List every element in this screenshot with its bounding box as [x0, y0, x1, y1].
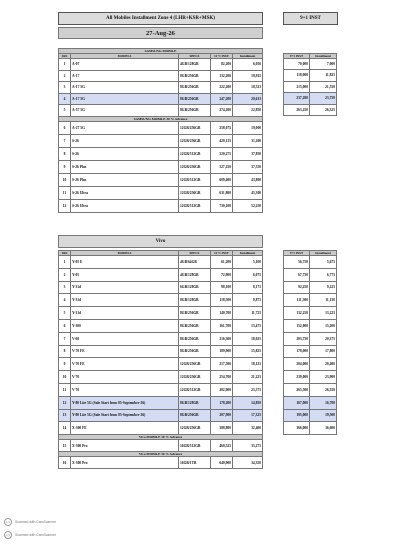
- column-header-installment: Installment: [233, 54, 263, 59]
- row-number: 6: [59, 121, 71, 134]
- table-row: [284, 93, 337, 105]
- installment-amount: 23,575: [233, 383, 263, 396]
- table-row: [284, 268, 337, 281]
- model-spec: 8GB/256GB: [179, 82, 211, 94]
- table-row: [284, 345, 337, 358]
- vivo-section-banner: [58, 235, 263, 248]
- installment-amount: 31,200: [233, 134, 263, 147]
- model-name: A-07: [71, 59, 179, 71]
- model-spec: 8GB/256GB: [179, 332, 211, 345]
- total-price: 247,200: [211, 93, 233, 105]
- alt-installment: 16,700: [310, 396, 337, 409]
- section-label: SAMSUNG MOBILE 30 % Advance: [59, 116, 263, 121]
- installment-amount: 43,800: [233, 173, 263, 186]
- installment-amount: 9,875: [233, 294, 263, 307]
- column-header-alt-installment: Installment: [310, 251, 337, 256]
- model-spec: 16GB/512GB: [179, 440, 211, 452]
- alt-price: 56,750: [284, 256, 310, 269]
- installment-amount: 14,850: [233, 396, 263, 409]
- alt-installment: 11,150: [310, 294, 337, 307]
- total-price: 132,200: [211, 70, 233, 82]
- model-spec: 8GB/256GB: [179, 409, 211, 422]
- installment-amount: 10,925: [233, 70, 263, 82]
- column-header-alt-installment: Installment: [310, 53, 337, 58]
- model-spec: 12GB/512GB: [179, 173, 211, 186]
- total-price: 118,500: [211, 294, 233, 307]
- table-row: [59, 160, 263, 173]
- model-name: V-70: [71, 383, 179, 396]
- model-spec: 12GB/512GB: [179, 383, 211, 396]
- row-number: 2: [59, 268, 71, 281]
- watermark-text: Scanned with CamScanner: [15, 520, 57, 524]
- model-name: Y-80 Lite 5G (Sale Start from 05-September-26): [71, 396, 179, 409]
- date-banner: [58, 27, 263, 39]
- installment-amount: 52,250: [233, 199, 263, 212]
- row-number: 9: [59, 160, 71, 173]
- installment-amount: 45,300: [233, 186, 263, 199]
- row-number: 16: [59, 457, 71, 469]
- total-price: 161,700: [211, 319, 233, 332]
- alt-price: 203,750: [284, 332, 310, 345]
- model-spec: 16GB/1TB: [179, 457, 211, 469]
- table-row: [59, 440, 263, 452]
- column-header-alt-price: 9+1 INST: [284, 251, 310, 256]
- model-name: S-26 Ultra: [71, 186, 179, 199]
- model-name: Y-300: [71, 319, 179, 332]
- sheet-title-text: All Mobiles Installment Zone 4 (LHR+KSR+MSK): [106, 16, 215, 21]
- date-text: 27-Aug-26: [146, 29, 175, 37]
- model-spec: 12GB/256GB: [179, 160, 211, 173]
- model-spec: 8GB/128GB: [179, 294, 211, 307]
- table-row: [59, 105, 263, 117]
- total-price: 189,900: [211, 345, 233, 358]
- total-price: 72,900: [211, 268, 233, 281]
- table-row: [284, 319, 337, 332]
- total-price: 217,500: [211, 358, 233, 371]
- total-price: 460,525: [211, 440, 233, 452]
- installment-amount: 22,850: [233, 105, 263, 117]
- table-row: [59, 294, 263, 307]
- total-price: 730,100: [211, 199, 233, 212]
- row-number: 5: [59, 105, 71, 117]
- camscanner-watermark: [4, 531, 56, 539]
- right-title-text: 9+1 INST: [300, 16, 321, 21]
- alt-price: 237,200: [284, 93, 310, 105]
- alt-installment: 5,675: [310, 256, 337, 269]
- alt-installment: 26,325: [310, 104, 337, 116]
- alt-installment: 13,225: [310, 307, 337, 320]
- installment-amount: 13,475: [233, 319, 263, 332]
- model-name: X-300 Pro: [71, 457, 179, 469]
- total-price: 140,700: [211, 307, 233, 320]
- sheet-title: [58, 12, 263, 25]
- model-name: Y-80 Lite 5G (Sale Start from 05-September-26): [71, 409, 179, 422]
- table-row: [284, 332, 337, 345]
- model-spec: 12GB/512GB: [179, 147, 211, 160]
- alt-price: 152,000: [284, 319, 310, 332]
- alt-price: 167,000: [284, 396, 310, 409]
- installment-amount: 5,100: [233, 256, 263, 269]
- installment-amount: 33,275: [233, 440, 263, 452]
- alt-price: 265,500: [284, 383, 310, 396]
- row-number: 1: [59, 256, 71, 269]
- samsung-table: [58, 48, 263, 213]
- section-label: Vivo MOBILE 30 % Advance: [59, 435, 263, 440]
- table-row: [59, 199, 263, 212]
- alt-price: 67,750: [284, 268, 310, 281]
- installment-amount: 34,350: [233, 457, 263, 469]
- row-number: 1: [59, 59, 71, 71]
- alt-price: 213,000: [284, 81, 310, 93]
- table-row: [59, 358, 263, 371]
- table-row: [59, 422, 263, 435]
- row-number: 6: [59, 319, 71, 332]
- alt-installment: 36,600: [310, 422, 337, 435]
- column-header-sno: SRS: [59, 54, 71, 59]
- camscanner-watermark: [4, 518, 56, 526]
- model-name: Y-31d: [71, 281, 179, 294]
- table-row: [59, 409, 263, 422]
- model-name: A-17: [71, 70, 179, 82]
- installment-amount: 19,000: [233, 121, 263, 134]
- table-row: [284, 104, 337, 116]
- alt-installment: 17,800: [310, 345, 337, 358]
- total-price: 178,200: [211, 396, 233, 409]
- model-name: S-26 Plus: [71, 160, 179, 173]
- table-row: [284, 358, 337, 371]
- alt-installment: 23,750: [310, 93, 337, 105]
- model-name: A-17 5G: [71, 93, 179, 105]
- vivo-right-table: [283, 250, 337, 435]
- alt-installment: 20,400: [310, 358, 337, 371]
- model-spec: 8GB/256GB: [179, 345, 211, 358]
- model-spec: 8GB/128GB: [179, 396, 211, 409]
- table-row: [284, 396, 337, 409]
- row-number: 4: [59, 294, 71, 307]
- installment-amount: 11,725: [233, 307, 263, 320]
- row-number: 7: [59, 134, 71, 147]
- section-label: Vivo MOBILE 30 % Advance: [59, 452, 263, 457]
- installment-amount: 6,056: [233, 59, 263, 71]
- total-price: 98,100: [211, 281, 233, 294]
- installment-amount: 18,025: [233, 332, 263, 345]
- row-number: 3: [59, 281, 71, 294]
- installment-amount: 18,523: [233, 82, 263, 94]
- total-price: 82,200: [211, 59, 233, 71]
- total-price: 254,700: [211, 371, 233, 384]
- total-price: 61,200: [211, 256, 233, 269]
- table-row: [59, 383, 263, 396]
- alt-price: 70,000: [284, 58, 310, 70]
- alt-installment: 21,550: [310, 81, 337, 93]
- row-number: 5: [59, 307, 71, 320]
- model-name: Y-31d: [71, 307, 179, 320]
- column-header-specs: SPECS: [179, 251, 211, 256]
- total-price: 222,200: [211, 82, 233, 94]
- total-price: 216,300: [211, 332, 233, 345]
- model-spec: 8GB/256GB: [179, 105, 211, 117]
- total-price: 609,400: [211, 173, 233, 186]
- model-spec: 12GB/256GB: [179, 121, 211, 134]
- model-spec: 12GB/256GB: [179, 358, 211, 371]
- table-row: [59, 345, 263, 358]
- table-row: [59, 121, 263, 134]
- column-header-models: MODELS: [71, 251, 179, 256]
- row-number: 11: [59, 186, 71, 199]
- table-row: [59, 186, 263, 199]
- model-name: V-60: [71, 332, 179, 345]
- section-label: SAMSUNG MOBILE: [59, 49, 263, 54]
- model-name: S-26 Plus: [71, 173, 179, 186]
- table-row: [284, 422, 337, 435]
- model-name: A-17 5G: [71, 82, 179, 94]
- model-spec: 8GB/256GB: [179, 319, 211, 332]
- total-price: 527,250: [211, 160, 233, 173]
- model-spec: 12GB/256GB: [179, 422, 211, 435]
- row-number: 14: [59, 422, 71, 435]
- row-number: 12: [59, 396, 71, 409]
- alt-price: 132,250: [284, 307, 310, 320]
- model-spec: 12GB/256GB: [179, 134, 211, 147]
- model-spec: 12GB/512GB: [179, 199, 211, 212]
- column-header-alt-price: 9+1 INST: [284, 53, 310, 58]
- model-name: Y-05: [71, 268, 179, 281]
- model-spec: 8GB/256GB: [179, 307, 211, 320]
- installment-amount: 15,825: [233, 345, 263, 358]
- column-header-sno: SRS: [59, 251, 71, 256]
- model-name: Y-05 E: [71, 256, 179, 269]
- total-price: 388,800: [211, 422, 233, 435]
- table-row: [59, 256, 263, 269]
- table-row: [59, 268, 263, 281]
- table-row: [284, 70, 337, 82]
- table-row: [59, 134, 263, 147]
- table-row: [59, 281, 263, 294]
- table-row: [284, 81, 337, 93]
- model-name: V-70: [71, 371, 179, 384]
- alt-installment: 19,500: [310, 409, 337, 422]
- model-name: A-57 5G: [71, 105, 179, 117]
- table-row: [59, 70, 263, 82]
- model-name: X-300 Pro: [71, 440, 179, 452]
- alt-installment: 11,825: [310, 70, 337, 82]
- table-row: [59, 307, 263, 320]
- alt-price: 239,000: [284, 371, 310, 384]
- model-spec: 12GB/256GB: [179, 371, 211, 384]
- alt-installment: 6,775: [310, 268, 337, 281]
- table-row: [59, 93, 263, 105]
- alt-installment: 9,225: [310, 281, 337, 294]
- right-title: [283, 12, 338, 25]
- camscanner-logo-icon: CS: [5, 533, 11, 537]
- row-number: 10: [59, 371, 71, 384]
- table-row: [284, 409, 337, 422]
- row-number: 8: [59, 147, 71, 160]
- model-name: S-26 Ultra: [71, 199, 179, 212]
- table-row: [284, 256, 337, 269]
- total-price: 420,125: [211, 134, 233, 147]
- total-price: 520,275: [211, 147, 233, 160]
- table-row: [59, 147, 263, 160]
- alt-installment: 26,550: [310, 383, 337, 396]
- camscanner-logo-icon: CS: [5, 520, 11, 524]
- alt-price: 178,000: [284, 345, 310, 358]
- alt-installment: 23,900: [310, 371, 337, 384]
- vivo-section-label: Vivo: [155, 239, 166, 244]
- vivo-table: [58, 250, 263, 469]
- total-price: 258,075: [211, 121, 233, 134]
- column-header-models: MODELS: [71, 54, 179, 59]
- row-number: 11: [59, 383, 71, 396]
- model-spec: 4GB/64GB: [179, 256, 211, 269]
- row-number: 7: [59, 332, 71, 345]
- row-number: 15: [59, 440, 71, 452]
- alt-installment: 7,000: [310, 58, 337, 70]
- alt-price: 263,250: [284, 104, 310, 116]
- model-name: S-26: [71, 134, 179, 147]
- model-spec: 8GB/256GB: [179, 93, 211, 105]
- installment-amount: 18,125: [233, 358, 263, 371]
- model-spec: 4GB/128GB: [179, 59, 211, 71]
- row-number: 13: [59, 409, 71, 422]
- installment-amount: 37,850: [233, 147, 263, 160]
- installment-amount: 32,400: [233, 422, 263, 435]
- model-name: X-300 FE: [71, 422, 179, 435]
- installment-amount: 8,175: [233, 281, 263, 294]
- model-spec: 12GB/256GB: [179, 186, 211, 199]
- installment-amount: 21,225: [233, 371, 263, 384]
- row-number: 8: [59, 345, 71, 358]
- model-name: S-26: [71, 147, 179, 160]
- alt-price: 366,000: [284, 422, 310, 435]
- installment-amount: 6,075: [233, 268, 263, 281]
- total-price: 631,800: [211, 186, 233, 199]
- table-row: [59, 371, 263, 384]
- model-name: V-70 FE: [71, 345, 179, 358]
- alt-price: 92,250: [284, 281, 310, 294]
- total-price: 282,900: [211, 383, 233, 396]
- alt-price: 195,000: [284, 409, 310, 422]
- column-header-installment: Installment: [233, 251, 263, 256]
- row-number: 9: [59, 358, 71, 371]
- column-header-price: 12+1 INST: [211, 251, 233, 256]
- column-header-price: 12+1 INST: [211, 54, 233, 59]
- table-row: [59, 319, 263, 332]
- installment-amount: 20,633: [233, 93, 263, 105]
- total-price: 274,200: [211, 105, 233, 117]
- total-price: 207,900: [211, 409, 233, 422]
- table-row: [284, 294, 337, 307]
- row-number: 4: [59, 93, 71, 105]
- total-price: 640,900: [211, 457, 233, 469]
- alt-installment: 15,200: [310, 319, 337, 332]
- model-name: V-70 FE: [71, 358, 179, 371]
- row-number: 2: [59, 70, 71, 82]
- samsung-right-table: [283, 48, 337, 116]
- table-row: [284, 383, 337, 396]
- table-row: [284, 58, 337, 70]
- row-number: 12: [59, 199, 71, 212]
- table-row: [59, 396, 263, 409]
- row-number: 3: [59, 82, 71, 94]
- table-row: [284, 307, 337, 320]
- column-header-specs: SPECS: [179, 54, 211, 59]
- alt-price: 118,000: [284, 70, 310, 82]
- table-row: [284, 281, 337, 294]
- table-row: [284, 371, 337, 384]
- table-row: [59, 59, 263, 71]
- model-spec: 6GB/128GB: [179, 281, 211, 294]
- table-row: [59, 173, 263, 186]
- alt-installment: 20,375: [310, 332, 337, 345]
- installment-amount: 37,550: [233, 160, 263, 173]
- model-spec: 4GB/128GB: [179, 268, 211, 281]
- model-spec: 8GB/256GB: [179, 70, 211, 82]
- alt-price: 111,500: [284, 294, 310, 307]
- table-row: [59, 82, 263, 94]
- installment-amount: 17,325: [233, 409, 263, 422]
- model-name: Y-31d: [71, 294, 179, 307]
- row-number: 10: [59, 173, 71, 186]
- table-row: [59, 457, 263, 469]
- watermark-text: Scanned with CamScanner: [15, 533, 57, 537]
- alt-price: 204,000: [284, 358, 310, 371]
- model-name: A-27 5G: [71, 121, 179, 134]
- table-row: [59, 332, 263, 345]
